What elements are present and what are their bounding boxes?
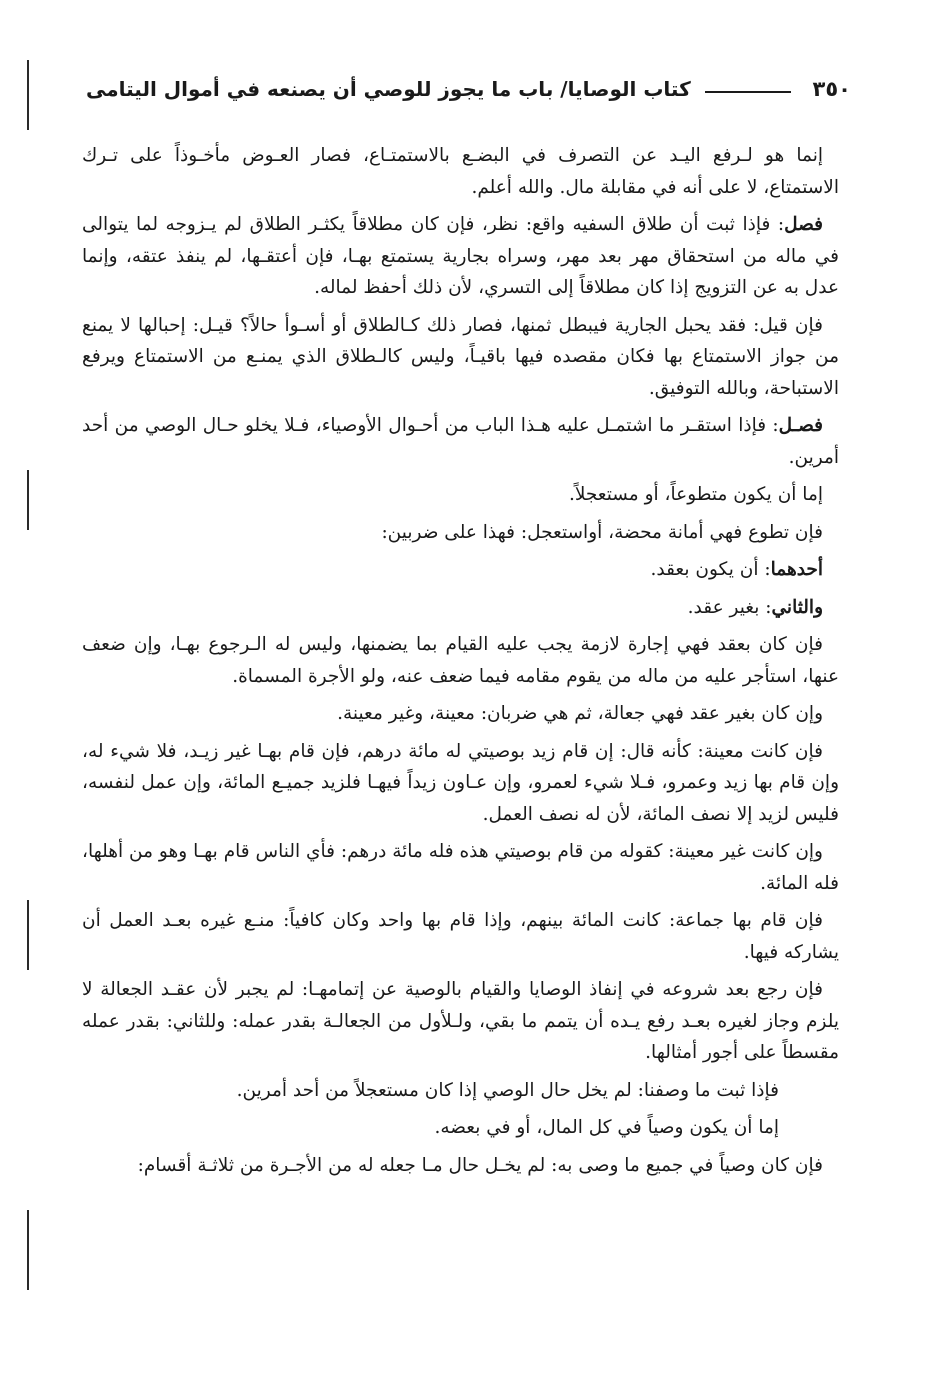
paragraph-text: إما أن يكون وصياً في كل المال، أو في بعضه. <box>434 1117 779 1138</box>
paragraph-text: : فإذا استقـر ما اشتمـل عليه هـذا الباب من أحـوال الأوصياء، فـلا يخلو حـال الوصي من أحد أمرين. <box>82 415 839 468</box>
paragraph <box>82 1075 839 1107</box>
scan-edge-mark <box>27 60 29 130</box>
list-lead: والثاني <box>771 596 823 618</box>
paragraph-text: فإن قام بها جماعة: كانت المائة بينهم، وإذا قام بها واحد وكان كافياً: منـع غيره بعـد العمل أن يشاركه فيها. <box>82 910 839 963</box>
section-paragraph <box>82 410 839 473</box>
paragraph <box>82 698 839 730</box>
paragraph <box>82 310 839 405</box>
paragraph-text: فإن كان بعقد فهي إجارة لازمة يجب عليه القيام بما يضمنها، وليس له الـرجوع بهـا، وإن ضعف عنها، استأجر عليه من ماله من يقوم مقامه فيما ضعف عنه، ولو الأجرة المسماة. <box>82 634 839 687</box>
scan-edge-mark <box>27 1210 29 1290</box>
paragraph <box>82 736 839 831</box>
page-body <box>82 140 839 1187</box>
paragraph <box>82 974 839 1069</box>
paragraph <box>82 517 839 549</box>
list-paragraph <box>82 554 839 586</box>
list-paragraph <box>82 592 839 624</box>
paragraph-text: فإن قيل: فقد يحبل الجارية فيبطل ثمنها، فصار ذلك كـالطلاق أو أسـوأ حالاً؟ قيـل: إحبالها لا يمنع من جواز الاستمتاع بها فكان مقصده فيها باقيـاً، وليس كالـطلاق الذي يمنـع من الاستمتاع ويرفع الاستباحة، وبالله التوفيق. <box>82 314 839 399</box>
paragraph-text: وإن كان بغير عقد فهي جعالة، ثم هي ضربان: معينة، وغير معينة. <box>337 703 823 724</box>
paragraph-text: فإذا ثبت ما وصفنا: لم يخل حال الوصي إذا كان مستعجلاً من أحد أمرين. <box>236 1079 779 1101</box>
paragraph-text: إنما هو لـرفع اليـد عن التصرف في البضـع بالاستمتـاع، فصار العـوض مأخـوذاً على تـرك الاستمتاع، لا على أنه في مقابلة مال. والله أعلم. <box>82 145 839 198</box>
paragraph-text: فإن كان وصياً في جميع ما وصى به: لم يخـل حال مـا جعله له من الأجـرة من ثلاثـة أقسام: <box>137 1154 823 1176</box>
paragraph-text: : بغير عقد. <box>687 596 772 618</box>
list-lead: أحدهما <box>770 559 823 580</box>
running-header <box>86 72 851 106</box>
header-rule <box>705 91 791 93</box>
scan-edge-mark <box>27 900 29 970</box>
paragraph-text: : أن يكون بعقد. <box>650 559 771 580</box>
paragraph-text: إما أن يكون متطوعاً، أو مستعجلاً. <box>568 484 823 505</box>
paragraph <box>82 629 839 692</box>
paragraph <box>82 836 839 899</box>
paragraph <box>82 1112 839 1144</box>
scan-edge-mark <box>27 470 29 530</box>
paragraph <box>82 140 839 203</box>
paragraph <box>82 905 839 968</box>
paragraph <box>82 479 839 511</box>
running-title: كتاب الوصايا/ باب ما يجوز للوصي أن يصنعه في أموال اليتامى <box>86 77 691 101</box>
section-heading: فصـل <box>778 415 823 436</box>
section-heading: فصل <box>784 214 823 235</box>
section-paragraph <box>82 209 839 304</box>
paragraph-text: فإن كانت معينة: كأنه قال: إن قام زيد بوصيتي له مائة درهم، فإن قام بهـا غير زيـد، فلا شيء له، وإن قام بها زيد وعمرو، فـلا شيء لعمرو، وإن عـاون زيداً فيهـا فلزيد جميـع المائة، وإن عمل لنفسه، فليس لزيد إلا نصف المائة، لأن له نصف العمل. <box>82 740 839 825</box>
page-number: ٣٥٠ <box>812 77 851 101</box>
paragraph-text: فإن رجع بعد شروعه في إنفاذ الوصايا والقيام بالوصية عن إتمامهـا: لم يجبر لأن عقـد الجعالة لا يلزم وجاز لغيره بعـد رفع يـده أن يتمم ما بقي، ولـلأول من الجعالـة بقدر عمله: وللثاني: بقدر عمله مقسطاً على أجور أمثالها. <box>82 979 839 1063</box>
paragraph <box>82 1150 839 1182</box>
paragraph-text: وإن كانت غير معينة: كقوله من قام بوصيتي هذه فله مائة درهم: فأي الناس قام بهـا وهو من أهلها، فله المائة. <box>82 841 839 894</box>
paragraph-text: فإن تطوع فهي أمانة محضة، أواستعجل: فهذا على ضربين: <box>381 521 823 543</box>
paragraph-text: : فإذا ثبت أن طلاق السفيه واقع: نظر، فإن كان مطلاقاً يكثـر الطلاق لم يـزوجه لما يتوالى في ماله من استحقاق مهر بعد مهر، وسراه بجارية يستمتع بهـا، فإن أعتقـها، لم ينفذ عتقه، وإنما عدل به عن التزويج إذا كان مطلاقاً إلى التسري، لأن ذلك أحفظ لماله. <box>82 214 839 298</box>
